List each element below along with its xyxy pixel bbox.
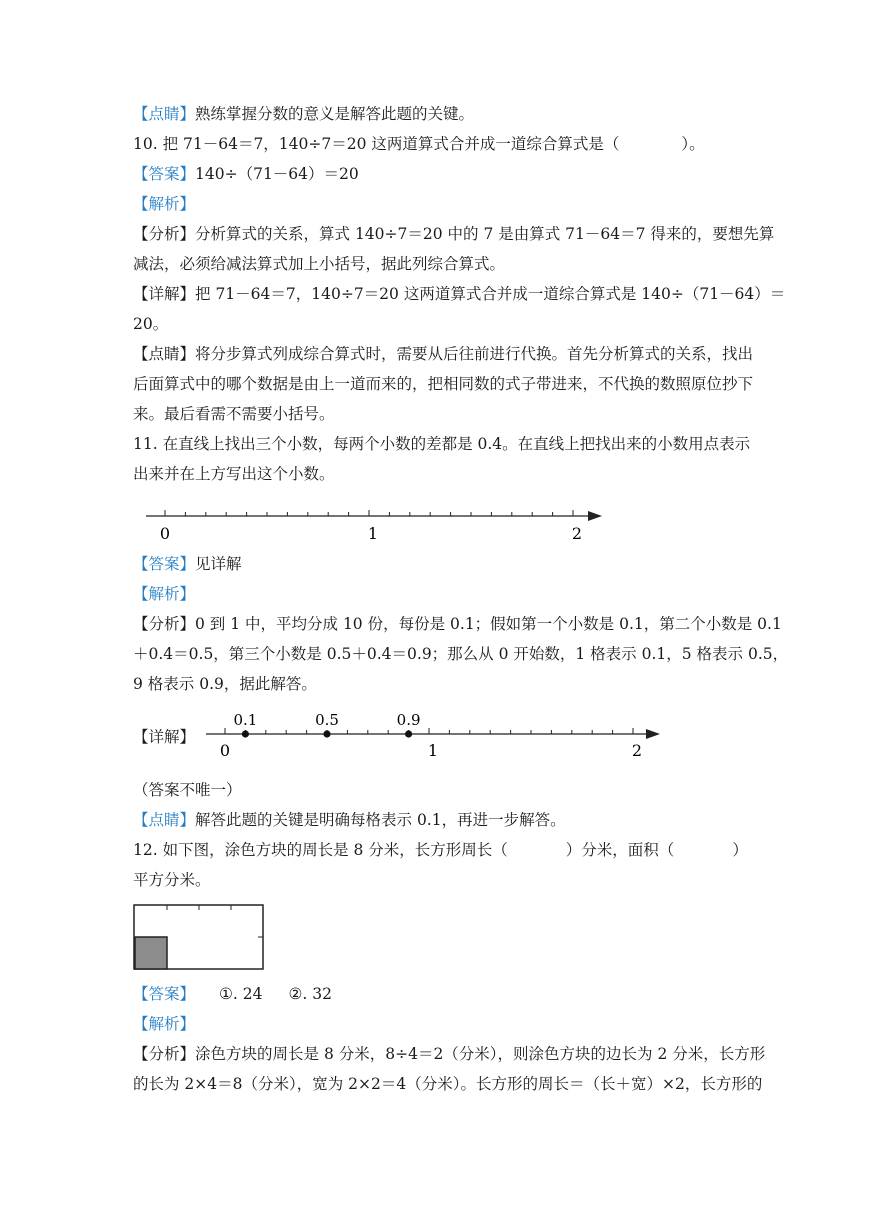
tick-marks xyxy=(225,728,633,734)
question-12-line2: 平方分米。 xyxy=(133,871,211,889)
tag-dianjing: 【点睛】 xyxy=(133,105,196,123)
note-11: （答案不唯一） xyxy=(133,781,242,799)
tag-jiexi: 【解析】 xyxy=(133,195,196,213)
point-label-0-1: 0.1 xyxy=(233,711,258,729)
question-11-line2: 出来并在上方写出这个小数。 xyxy=(133,465,335,483)
question-10: 10. 把 71－64＝7，140÷7＝20 这两道算式合并成一道综合算式是（ ）。 xyxy=(133,135,705,153)
shaded-square xyxy=(135,937,167,969)
label-0: 0 xyxy=(159,524,171,543)
label-2: 2 xyxy=(631,741,643,760)
fenxi-10-line1: 【分析】分析算式的关系，算式 140÷7＝20 中的 7 是由算式 71－64＝7 得来的，要想先算 xyxy=(133,225,775,243)
question-12-line1: 12. 如下图，涂色方块的周长是 8 分米，长方形周长（ ）分米，面积（ ） xyxy=(133,841,748,859)
rectangle-figure xyxy=(133,904,267,972)
fenxi-11-line2: ＋0.4＝0.5，第三个小数是 0.5＋0.4＝0.9；那么从 0 开始数，1 格表示 0.1，5 格表示 0.5， xyxy=(133,645,789,663)
dianjing-10-line1: 【点睛】将分步算式列成综合算式时，需要从后往前进行代换。首先分析算式的关系，找出 xyxy=(133,345,754,363)
point-0-1 xyxy=(242,730,249,737)
tag-answer: 【答案】 xyxy=(133,165,196,183)
jiexi-12: 【解析】 xyxy=(133,1015,196,1033)
answer-12: 【答案】 ①. 24 ②. 32 xyxy=(133,985,332,1003)
dianjing-10-line2: 后面算式中的哪个数据是由上一道而来的，把相同数的式子带进来，不代换的数照原位抄下 xyxy=(133,375,754,393)
point-label-0-5: 0.5 xyxy=(315,711,339,729)
fenxi-11-line3: 9 格表示 0.9，据此解答。 xyxy=(133,675,317,693)
point-label-0-9: 0.9 xyxy=(396,711,421,729)
jiexi-10 xyxy=(133,194,195,214)
fenxi-12-line1: 【分析】涂色方块的周长是 8 分米，8÷4＝2（分米），则涂色方块的边长为 2 分米，长方形 xyxy=(133,1045,766,1063)
label-2: 2 xyxy=(571,524,583,543)
fenxi-10-line2: 减法，必须给减法算式加上小括号，据此列综合算式。 xyxy=(133,255,506,273)
point-0-5 xyxy=(323,730,330,737)
answer-11: 【答案】见详解 xyxy=(133,555,242,573)
fenxi-11-line1: 【分析】0 到 1 中，平均分成 10 份，每份是 0.1；假如第一个小数是 0.1，第二个小数是 0.1 xyxy=(133,615,782,633)
question-11-line1: 11. 在直线上找出三个小数，每两个小数的差都是 0.4。在直线上把找出来的小数用点表示 xyxy=(133,435,751,453)
line-dianjing-9: 【点睛】熟练掌握分数的意义是解答此题的关键。 xyxy=(133,105,475,123)
number-line-answer xyxy=(200,710,670,762)
answer-1: ①. 24 xyxy=(219,985,263,1003)
jiexi-11: 【解析】 xyxy=(133,585,196,603)
dianjing-11: 【点睛】解答此题的关键是明确每格表示 0.1，再进一步解答。 xyxy=(133,811,566,829)
xiangjie-11: 【详解】 xyxy=(133,728,196,746)
xiangjie-10-line2: 20。 xyxy=(133,315,169,333)
xiangjie-10-line1: 【详解】把 71－64＝7，140÷7＝20 这两道算式合并成一道综合算式是 140÷（71－64）＝ xyxy=(133,285,786,303)
label-1: 1 xyxy=(367,524,379,543)
answer-2: ②. 32 xyxy=(288,985,332,1003)
dianjing-10-line3: 来。最后看需不需要小括号。 xyxy=(133,405,335,423)
tick-marks xyxy=(165,510,573,516)
number-line-question xyxy=(140,502,610,546)
label-0: 0 xyxy=(219,741,231,760)
answer-10: 【答案】140÷（71－64）＝20 xyxy=(133,165,359,183)
label-1: 1 xyxy=(427,741,439,760)
fenxi-12-line2: 的长为 2×4＝8（分米），宽为 2×2＝4（分米）。长方形的周长＝（长＋宽）×2，长方形的 xyxy=(133,1075,763,1093)
point-0-9 xyxy=(405,730,412,737)
